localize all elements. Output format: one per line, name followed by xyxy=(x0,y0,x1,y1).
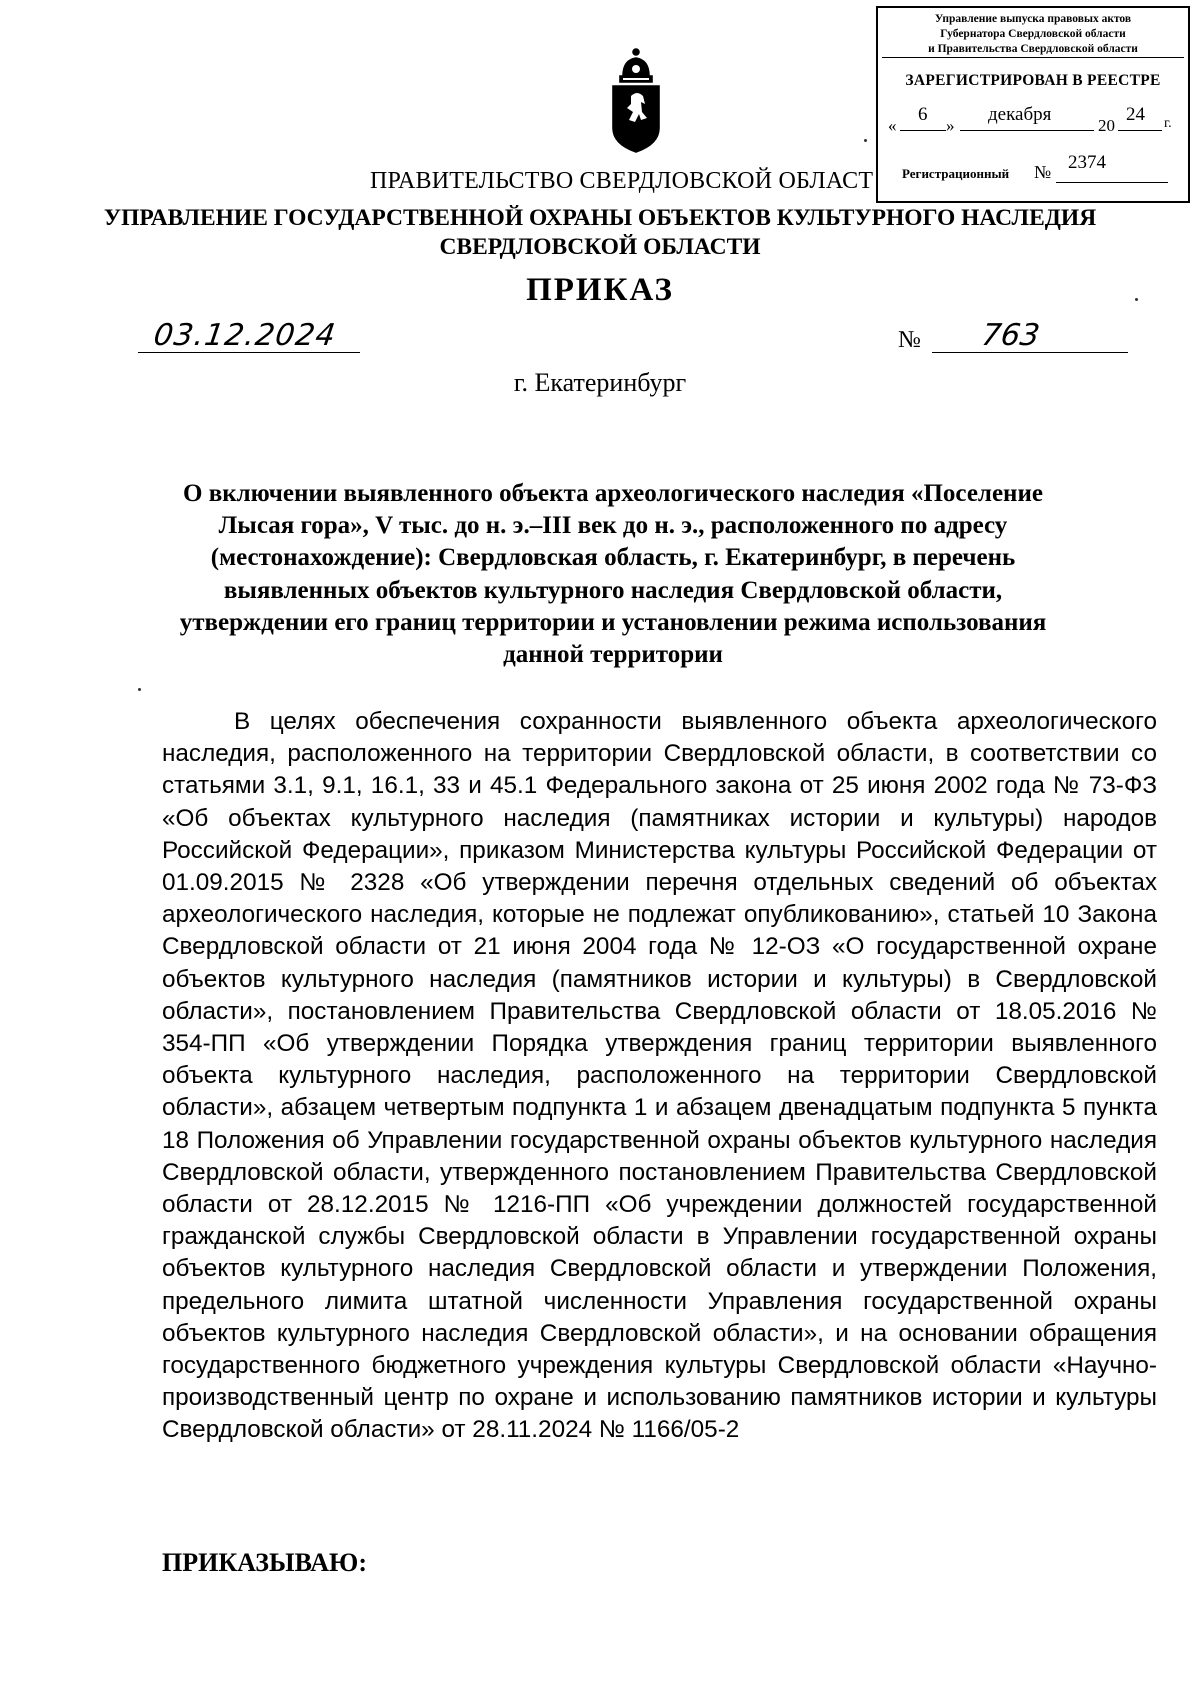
stamp-header-line: Губернатора Свердловской области xyxy=(940,28,1126,40)
city: г. Екатеринбург xyxy=(513,368,687,397)
number-underline xyxy=(932,352,1128,353)
order-date: 03.12.2024 xyxy=(151,318,339,353)
stamp-header xyxy=(882,8,1184,58)
order-directive: ПРИКАЗЫВАЮ: xyxy=(162,1548,367,1577)
order-number: 763 xyxy=(979,318,1042,353)
scan-speck xyxy=(138,688,141,691)
stamp-header-line: Управление выпуска правовых актов xyxy=(934,13,1132,25)
stamp-reg-number: 2374 xyxy=(1068,152,1106,173)
stamp-day-line xyxy=(900,130,946,131)
stamp-year-prefix: 20 xyxy=(1098,116,1115,135)
preamble-paragraph: В целях обеспечения сохранности выявленного объекта археологического наследия, расположенного на территории Свердловской области, в соответствии со статьями 3.1, 9.1, 16.1, 33 и 45.1 Федерального закона от 25 июня 2002 года № 73-ФЗ «Об объектах культурного наследия (памятниках истории и культуры) народов Российской Федерации», приказом Министерства культуры Российской Федерации от 01.09.2015 № 2328 «Об утверждении перечня отдельных сведений об объектах археологического наследия, которые не подлежат опубликованию», статьей 10 Закона Свердловской области от 21 июня 2004 года № 12-ОЗ «О государственной охране объектов культурного наследия (памятников истории и культуры) в Свердловской области», постановлением Правительства Свердловской области от 18.05.2016 № 354-ПП «Об утверждении Порядка утверждения границ территории выявленного объекта культурного наследия, расположенного на территории Свердловской области», абзацем четвертым подпункта 1 и абзацем двенадцатым подпункта 5 пункта 18 Положения об Управлении государственной охраны объектов культурного наследия Свердловской области, утвержденного постановлением Правительства Свердловской области от 28.12.2015 № 1216-ПП «Об учреждении должностей государственной гражданской службы Свердловской области в Управлении государственной охраны объектов культурного наследия Свердловской области и утверждении Положения, предельного лимита штатной численности Управления государственной охраны объектов культурного наследия Свердловской области», и на основании обращения государственного бюджетного учреждения культуры Свердловской области «Научно-производственный центр по охране и использованию памятников истории и культуры Свердловской области» от 28.11.2024 № 1166/05-2 xyxy=(162,708,1157,1444)
government-title: ПРАВИТЕЛЬСТВО СВЕРДЛОВСКОЙ ОБЛАСТ xyxy=(370,168,874,194)
department-line: СВЕРДЛОВСКОЙ ОБЛАСТИ xyxy=(439,234,761,260)
stamp-year-abbr: г. xyxy=(1164,116,1172,131)
registration-stamp xyxy=(876,6,1190,203)
date-underline xyxy=(138,352,360,353)
order-subject: О включении выявленного объекта археологического наследия «Поселение Лысая гора», V тыс. до н. э.–III век до н. э., расположенного по адресу (местонахождение): Свердловская область, г. Екатеринбург, в перечень выявленных объектов культурного наследия Свердловской области, утверждении его границ территории и установлении режима использования данной территории xyxy=(179,480,1047,669)
department-line: УПРАВЛЕНИЕ ГОСУДАРСТВЕННОЙ ОХРАНЫ ОБЪЕКТОВ КУЛЬТУРНОГО НАСЛЕДИЯ xyxy=(103,205,1097,231)
document-type: ПРИКАЗ xyxy=(526,272,674,308)
coat-of-arms-icon xyxy=(601,46,671,156)
stamp-date xyxy=(888,106,1184,142)
stamp-registered-label: ЗАРЕГИСТРИРОВАН В РЕЕСТРЕ xyxy=(905,72,1161,89)
stamp-open-quote: « xyxy=(888,116,897,135)
stamp-number-line xyxy=(1056,182,1168,183)
scan-speck xyxy=(1135,298,1138,301)
number-label: № xyxy=(898,327,921,353)
stamp-reg-label: Регистрационный xyxy=(902,166,1010,181)
stamp-day: 6 xyxy=(918,104,928,125)
stamp-header-line: и Правительства Свердловской области xyxy=(928,43,1138,55)
stamp-year-line xyxy=(1118,130,1162,131)
department-title xyxy=(100,204,1100,262)
stamp-year-suffix: 24 xyxy=(1126,104,1145,125)
stamp-month-line xyxy=(960,130,1094,131)
stamp-close-quote: » xyxy=(946,116,955,135)
stamp-number-row xyxy=(902,154,1182,188)
stamp-no-sign: № xyxy=(1034,162,1052,182)
stamp-month: декабря xyxy=(988,104,1052,125)
scan-speck xyxy=(864,139,867,142)
